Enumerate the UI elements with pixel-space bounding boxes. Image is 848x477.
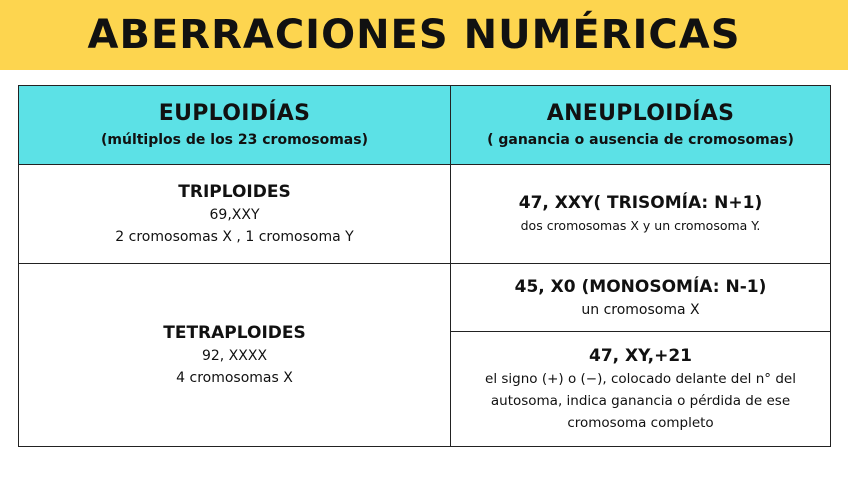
monosomia-title: 45, X0 (MONOSOMÍA: N-1) <box>514 276 767 297</box>
table-row <box>19 165 831 264</box>
tetraploides-title: TETRAPLOIDES <box>163 323 306 343</box>
tetraploides-karyotype: 92, XXXX <box>201 348 268 364</box>
monosomia-desc: un cromosoma X <box>581 301 700 318</box>
cell-triploides <box>19 165 451 264</box>
triploides-desc: 2 cromosomas X , 1 cromosoma Y <box>115 229 354 245</box>
header-aneuploidias <box>451 86 831 165</box>
cell-monosomia <box>451 264 831 332</box>
page-title: ABERRACIONES NUMÉRICAS <box>87 12 741 58</box>
tetraploides-desc: 4 cromosomas X <box>176 370 293 386</box>
trisomia-title: 47, XXY( TRISOMÍA: N+1) <box>518 193 763 213</box>
trisomia21-desc: el signo (+) o (−), colocado delante del n° del autosoma, indica ganancia o pérdida de ese cromosoma completo <box>485 371 796 431</box>
cell-tetraploides <box>19 264 451 447</box>
header-aneuploidias-subtitle: ( ganancia o ausencia de cromosomas) <box>487 132 794 148</box>
trisomia-desc: dos cromosomas X y un cromosoma Y. <box>520 218 761 233</box>
header-euploidias-title: EUPLOIDÍAS <box>158 101 311 126</box>
triploides-karyotype: 69,XXY <box>209 207 260 223</box>
header-euploidias <box>19 86 451 165</box>
cell-trisomia <box>451 165 831 264</box>
table-row <box>19 264 831 332</box>
header-row <box>19 86 831 165</box>
trisomia21-title: 47, XY,+21 <box>589 346 692 366</box>
header-aneuploidias-title: ANEUPLOIDÍAS <box>546 101 735 126</box>
header-euploidias-subtitle: (múltiplos de los 23 cromosomas) <box>100 132 368 148</box>
aberrations-table <box>18 85 831 447</box>
cell-trisomia21 <box>451 332 831 447</box>
triploides-title: TRIPLOIDES <box>178 182 291 202</box>
